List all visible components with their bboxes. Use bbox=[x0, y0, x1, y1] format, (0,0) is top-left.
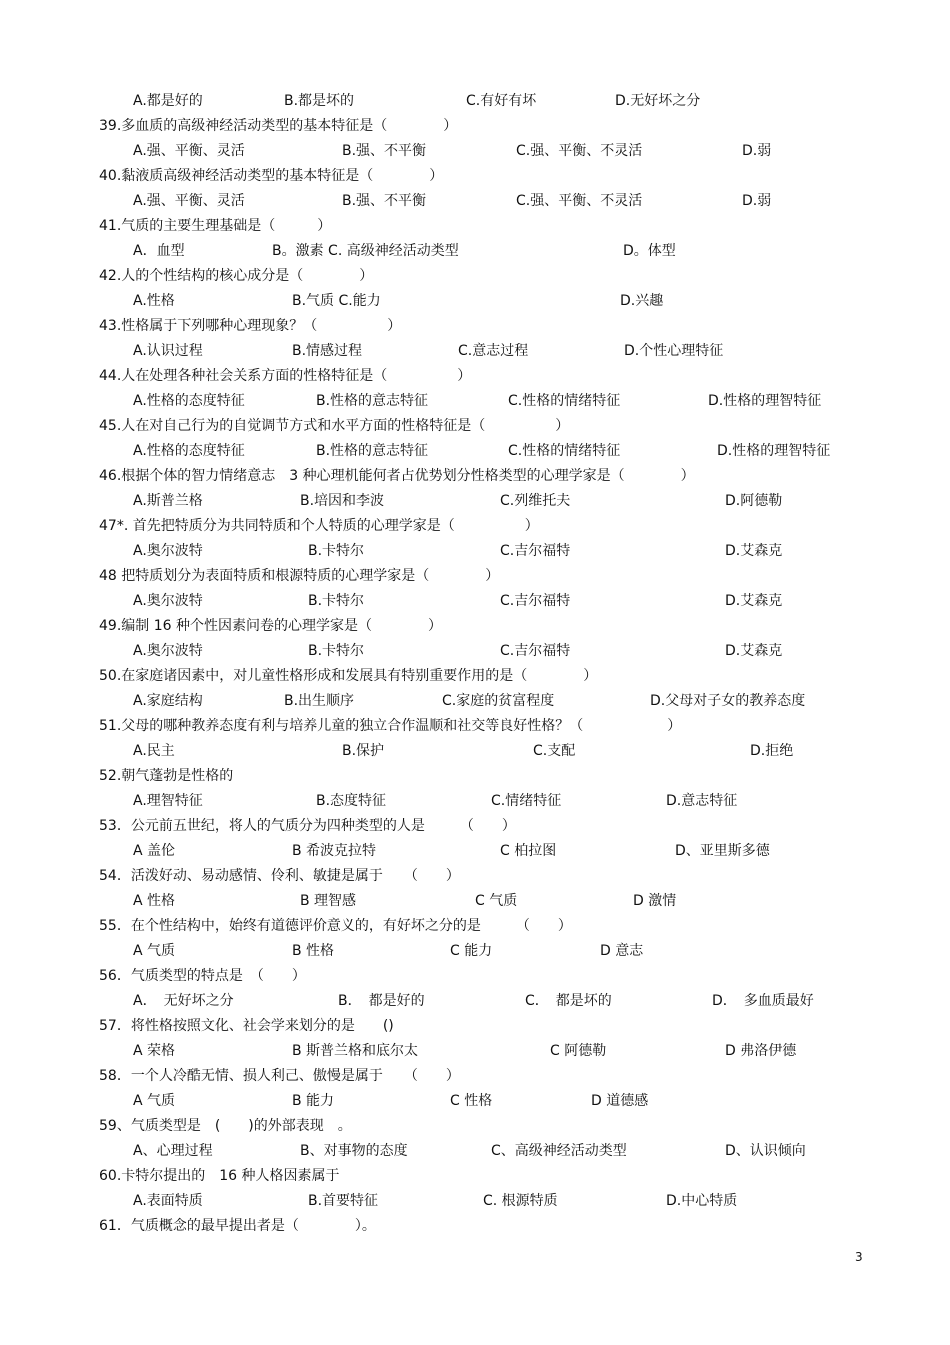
option-a: A.认识过程 bbox=[133, 343, 203, 359]
question-46 bbox=[0, 464, 950, 489]
question-text: 50.在家庭诸因素中，对儿童性格形成和发展具有特别重要作用的是（ ） bbox=[99, 668, 598, 684]
question-53 bbox=[0, 814, 950, 839]
option-c: C.情绪特征 bbox=[491, 793, 562, 809]
question-text: 53．公元前五世纪，将人的气质分为四种类型的人是 （ ） bbox=[99, 818, 516, 834]
option-b: B 希波克拉特 bbox=[292, 843, 377, 859]
option-b: B.出生顺序 bbox=[284, 693, 355, 709]
options-55 bbox=[0, 939, 950, 964]
option-d: D.拒绝 bbox=[750, 743, 794, 759]
option-a: A.奥尔波特 bbox=[133, 543, 203, 559]
option-d: D、认识倾向 bbox=[725, 1143, 806, 1159]
options-43 bbox=[0, 339, 950, 364]
option-d: D.弱 bbox=[742, 193, 772, 209]
option-b: B 性格 bbox=[292, 943, 335, 959]
option-a: A.奥尔波特 bbox=[133, 593, 203, 609]
options-50 bbox=[0, 689, 950, 714]
question-60 bbox=[0, 1164, 950, 1189]
option-a: A.性格的态度特征 bbox=[133, 393, 245, 409]
options-57 bbox=[0, 1039, 950, 1064]
option-c: C.支配 bbox=[533, 743, 576, 759]
option-d: D 激情 bbox=[633, 893, 677, 909]
option-c: C.有好有坏 bbox=[466, 93, 537, 109]
question-54 bbox=[0, 864, 950, 889]
option-c: C 柏拉图 bbox=[500, 843, 557, 859]
option-a: A.斯普兰格 bbox=[133, 493, 203, 509]
option-a: A 气质 bbox=[133, 943, 176, 959]
option-c: C.吉尔福特 bbox=[500, 543, 571, 559]
option-c: C.性格的情绪特征 bbox=[508, 443, 621, 459]
option-c: C.吉尔福特 bbox=[500, 643, 571, 659]
question-text: 41.气质的主要生理基础是（ ） bbox=[99, 218, 332, 234]
option-d: D.意志特征 bbox=[666, 793, 738, 809]
option-a: A.表面特质 bbox=[133, 1193, 203, 1209]
option-d: D 道德感 bbox=[591, 1093, 649, 1109]
options-38 bbox=[0, 89, 950, 114]
option-d: D.无好坏之分 bbox=[615, 93, 701, 109]
option-c: C.家庭的贫富程度 bbox=[442, 693, 555, 709]
question-text: 59、气质类型是 ( )的外部表现 。 bbox=[99, 1118, 352, 1134]
option-d: D.中心特质 bbox=[666, 1193, 738, 1209]
question-43 bbox=[0, 314, 950, 339]
options-40 bbox=[0, 189, 950, 214]
option-b: B.都是坏的 bbox=[284, 93, 355, 109]
option-d: D.性格的理智特征 bbox=[708, 393, 822, 409]
page-number: 3 bbox=[855, 1250, 863, 1264]
option-b: B.性格的意志特征 bbox=[316, 443, 429, 459]
question-47 bbox=[0, 514, 950, 539]
option-a: A 盖伦 bbox=[133, 843, 176, 859]
question-text: 55．在个性结构中，始终有道德评价意义的，有好坏之分的是 （ ） bbox=[99, 918, 572, 934]
options-51 bbox=[0, 739, 950, 764]
option-b: B.强、不平衡 bbox=[342, 193, 427, 209]
option-d: D.父母对子女的教养态度 bbox=[650, 693, 806, 709]
option-b: B.强、不平衡 bbox=[342, 143, 427, 159]
question-57 bbox=[0, 1014, 950, 1039]
question-51 bbox=[0, 714, 950, 739]
option-d: D 弗洛伊德 bbox=[725, 1043, 797, 1059]
question-text: 49.编制 16 种个性因素问卷的心理学家是（ ） bbox=[99, 618, 442, 634]
option-c: C 气质 bbox=[475, 893, 518, 909]
options-60 bbox=[0, 1189, 950, 1214]
option-c: C. 根源特质 bbox=[483, 1193, 558, 1209]
option-d: D.弱 bbox=[742, 143, 772, 159]
option-d: D.艾森克 bbox=[725, 643, 783, 659]
option-a: A． 无好坏之分 bbox=[133, 993, 234, 1009]
option-a: A、心理过程 bbox=[133, 1143, 213, 1159]
option-d: D.个性心理特征 bbox=[624, 343, 724, 359]
option-d: D.兴趣 bbox=[620, 293, 664, 309]
option-c: C.性格的情绪特征 bbox=[508, 393, 621, 409]
question-40 bbox=[0, 164, 950, 189]
option-b: B.态度特征 bbox=[316, 793, 387, 809]
question-58 bbox=[0, 1064, 950, 1089]
option-b: B 斯普兰格和底尔太 bbox=[292, 1043, 419, 1059]
question-45 bbox=[0, 414, 950, 439]
question-39 bbox=[0, 114, 950, 139]
question-text: 44.人在处理各种社会关系方面的性格特征是（ ） bbox=[99, 368, 472, 384]
options-47 bbox=[0, 539, 950, 564]
option-a: A.性格 bbox=[133, 293, 175, 309]
option-c: C 阿德勒 bbox=[550, 1043, 607, 1059]
question-text: 42.人的个性结构的核心成分是（ ） bbox=[99, 268, 374, 284]
question-59 bbox=[0, 1114, 950, 1139]
options-44 bbox=[0, 389, 950, 414]
option-b: B.保护 bbox=[342, 743, 385, 759]
option-c: C.意志过程 bbox=[458, 343, 529, 359]
option-d: D 意志 bbox=[600, 943, 644, 959]
question-text: 43.性格属于下列哪种心理现象？（ ） bbox=[99, 318, 402, 334]
question-56 bbox=[0, 964, 950, 989]
options-54 bbox=[0, 889, 950, 914]
option-c: C.强、平衡、不灵活 bbox=[516, 143, 643, 159]
question-55 bbox=[0, 914, 950, 939]
question-text: 39.多血质的高级神经活动类型的基本特征是（ ） bbox=[99, 118, 458, 134]
option-d: D、亚里斯多德 bbox=[675, 843, 770, 859]
option-c: C 能力 bbox=[450, 943, 493, 959]
question-44 bbox=[0, 364, 950, 389]
option-a: A.强、平衡、灵活 bbox=[133, 193, 245, 209]
option-b: B.卡特尔 bbox=[308, 593, 365, 609]
question-text: 45.人在对自己行为的自觉调节方式和水平方面的性格特征是（ ） bbox=[99, 418, 570, 434]
question-48 bbox=[0, 564, 950, 589]
option-d: D。体型 bbox=[623, 243, 676, 259]
option-c: C、高级神经活动类型 bbox=[491, 1143, 627, 1159]
question-text: 46.根据个体的智力情绪意志 3 种心理机能何者占优势划分性格类型的心理学家是（ ） bbox=[99, 468, 695, 484]
option-b: B.卡特尔 bbox=[308, 643, 365, 659]
option-c: C.强、平衡、不灵活 bbox=[516, 193, 643, 209]
option-b: B.卡特尔 bbox=[308, 543, 365, 559]
option-a: A 气质 bbox=[133, 1093, 176, 1109]
option-b: B.首要特征 bbox=[308, 1193, 379, 1209]
option-d: D.艾森克 bbox=[725, 593, 783, 609]
question-text: 47*. 首先把特质分为共同特质和个人特质的心理学家是（ ） bbox=[99, 518, 539, 534]
option-b: B． 都是好的 bbox=[338, 993, 425, 1009]
question-text: 54．活泼好动、易动感情、伶利、敏捷是属于 （ ） bbox=[99, 868, 460, 884]
option-c: C 性格 bbox=[450, 1093, 493, 1109]
question-text: 60.卡特尔提出的 16 种人格因素属于 bbox=[99, 1168, 340, 1184]
option-b-c: B.气质 C.能力 bbox=[292, 293, 381, 309]
options-48 bbox=[0, 589, 950, 614]
options-53 bbox=[0, 839, 950, 864]
option-a: A.理智特征 bbox=[133, 793, 203, 809]
option-a: A.强、平衡、灵活 bbox=[133, 143, 245, 159]
question-41 bbox=[0, 214, 950, 239]
option-c: C． 都是坏的 bbox=[525, 993, 612, 1009]
options-59 bbox=[0, 1139, 950, 1164]
options-39 bbox=[0, 139, 950, 164]
question-text: 61．气质概念的最早提出者是（ ）。 bbox=[99, 1218, 376, 1234]
option-a: A 荣格 bbox=[133, 1043, 176, 1059]
option-d: D.性格的理智特征 bbox=[717, 443, 831, 459]
options-45 bbox=[0, 439, 950, 464]
option-a: A.奥尔波特 bbox=[133, 643, 203, 659]
option-a: A.家庭结构 bbox=[133, 693, 203, 709]
option-b: B.情感过程 bbox=[292, 343, 363, 359]
option-a: A.性格的态度特征 bbox=[133, 443, 245, 459]
question-61 bbox=[0, 1214, 950, 1239]
option-c: C.吉尔福特 bbox=[500, 593, 571, 609]
option-a: A 性格 bbox=[133, 893, 176, 909]
question-text: 48 把特质划分为表面特质和根源特质的心理学家是（ ） bbox=[99, 568, 500, 584]
options-42 bbox=[0, 289, 950, 314]
option-b: B.培因和李波 bbox=[300, 493, 385, 509]
options-49 bbox=[0, 639, 950, 664]
option-b: B 能力 bbox=[292, 1093, 335, 1109]
option-a: A.民主 bbox=[133, 743, 175, 759]
question-text: 57．将性格按照文化、社会学来划分的是 () bbox=[99, 1018, 394, 1034]
question-text: 56．气质类型的特点是 （ ） bbox=[99, 968, 306, 984]
options-56 bbox=[0, 989, 950, 1014]
options-46 bbox=[0, 489, 950, 514]
option-d: D.艾森克 bbox=[725, 543, 783, 559]
option-d: D． 多血质最好 bbox=[712, 993, 814, 1009]
options-41 bbox=[0, 239, 950, 264]
question-50 bbox=[0, 664, 950, 689]
option-b: B.性格的意志特征 bbox=[316, 393, 429, 409]
option-b: B、对事物的态度 bbox=[300, 1143, 408, 1159]
option-a: A．血型 bbox=[133, 243, 185, 259]
question-49 bbox=[0, 614, 950, 639]
option-b-c: B。激素 C. 高级神经活动类型 bbox=[272, 243, 459, 259]
option-d: D.阿德勒 bbox=[725, 493, 783, 509]
options-52 bbox=[0, 789, 950, 814]
question-42 bbox=[0, 264, 950, 289]
question-text: 51.父母的哪种教养态度有利与培养儿童的独立合作温顺和社交等良好性格？（ ） bbox=[99, 718, 682, 734]
options-58 bbox=[0, 1089, 950, 1114]
question-text: 52.朝气蓬勃是性格的 bbox=[99, 768, 234, 784]
option-a: A.都是好的 bbox=[133, 93, 203, 109]
option-b: B 理智感 bbox=[300, 893, 357, 909]
question-text: 58．一个人冷酷无情、损人利己、傲慢是属于 （ ） bbox=[99, 1068, 460, 1084]
question-text: 40.黏液质高级神经活动类型的基本特征是（ ） bbox=[99, 168, 444, 184]
question-52 bbox=[0, 764, 950, 789]
option-c: C.列维托夫 bbox=[500, 493, 571, 509]
